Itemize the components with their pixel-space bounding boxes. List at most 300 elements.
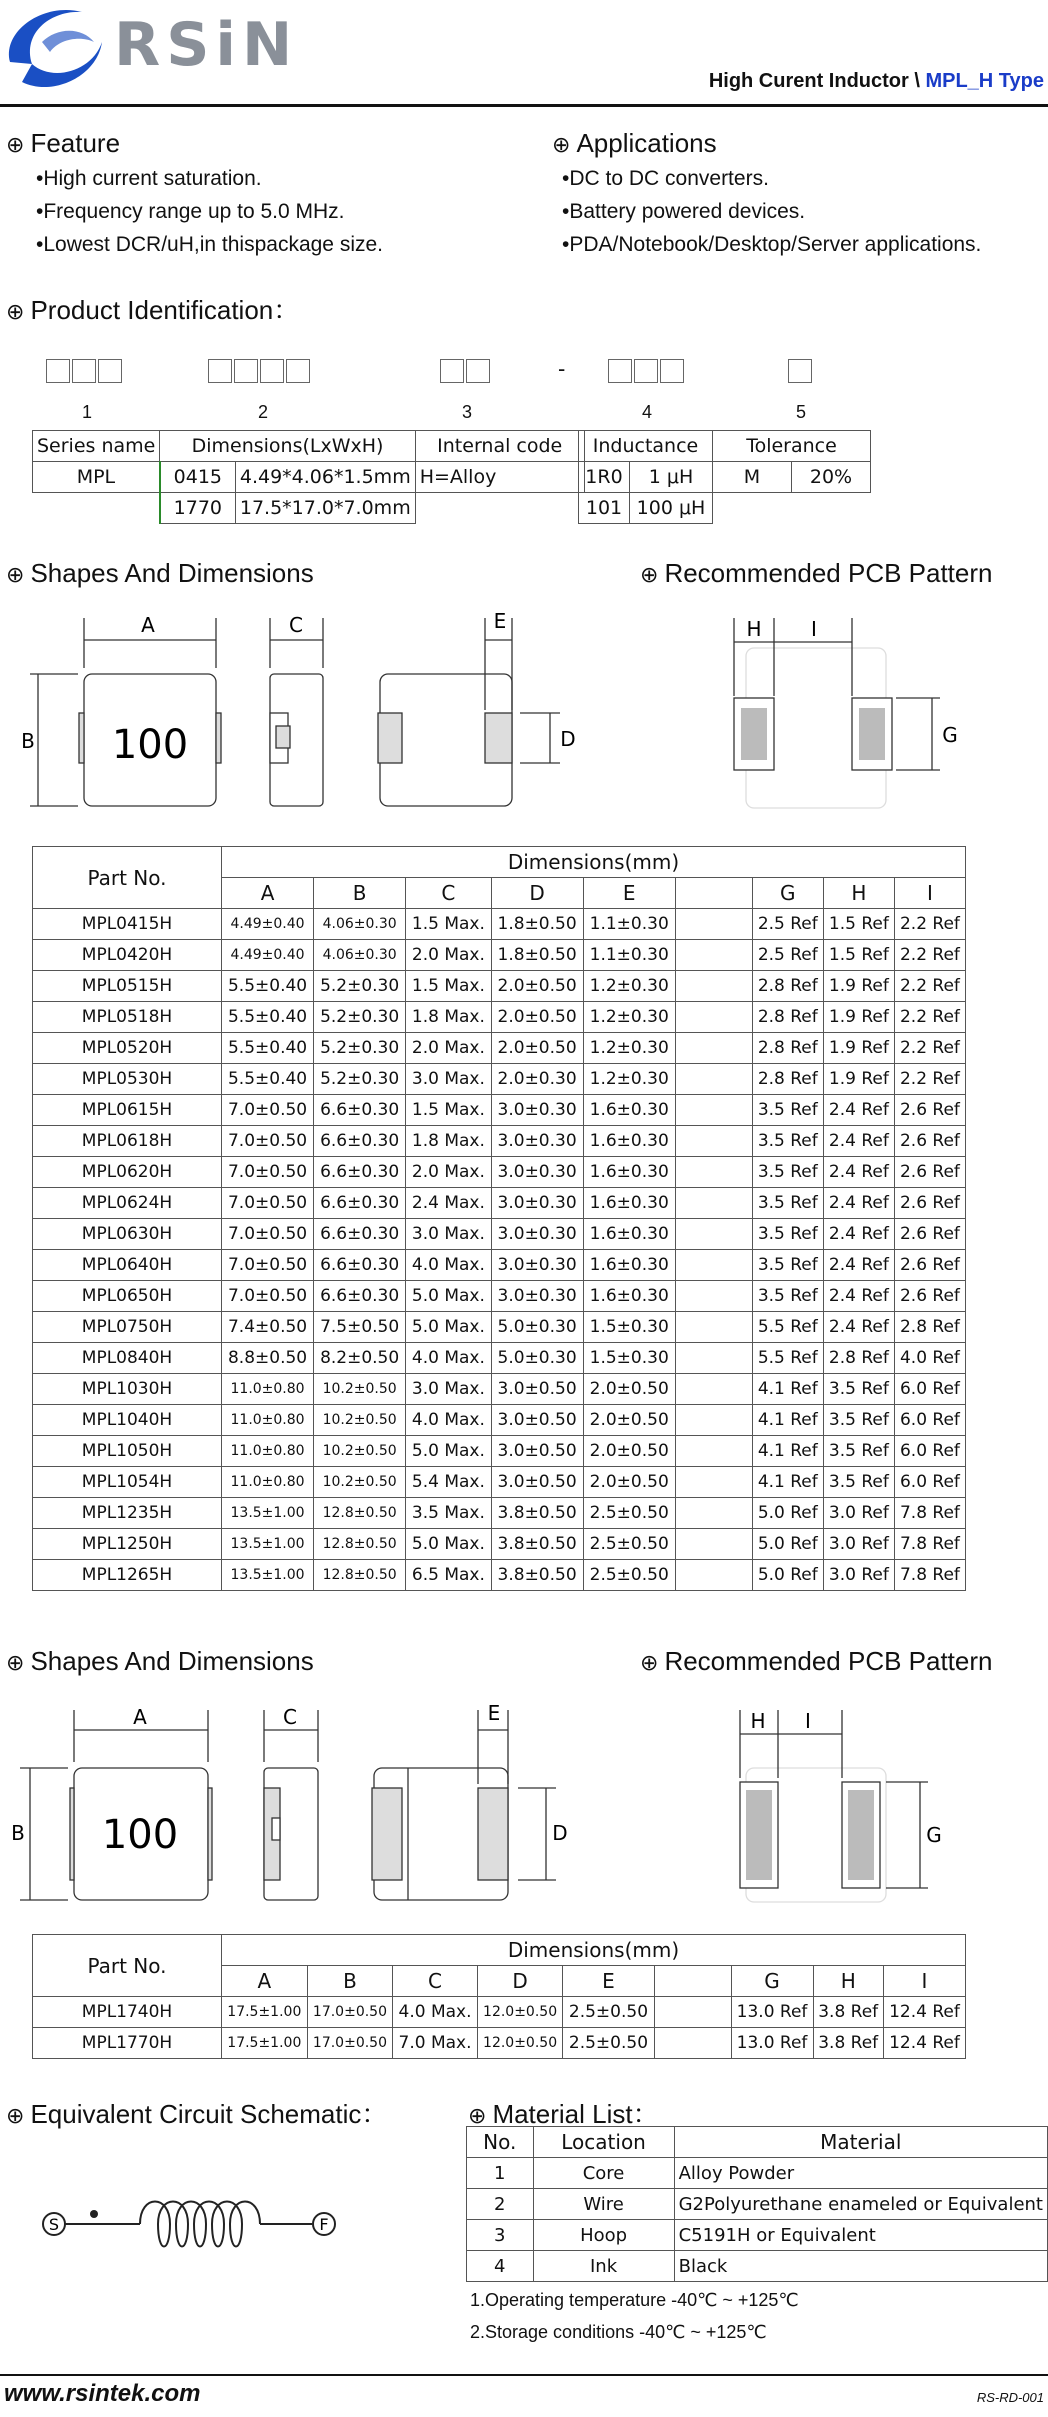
circuit-title: ⊕ Equivalent Circuit Schematic： — [6, 2099, 388, 2129]
dimension-cell: 5.5 Ref — [752, 1312, 823, 1343]
dimension-cell: 7.8 Ref — [894, 1498, 965, 1529]
material-cell: Black — [674, 2251, 1047, 2282]
dimension-cell: 12.4 Ref — [883, 2028, 965, 2059]
table-row — [33, 1250, 966, 1281]
table-row — [33, 1312, 966, 1343]
column-header: A — [222, 1966, 308, 1997]
table-row: MPL 0415 4.49*4.06*1.5mm H=Alloy — [33, 462, 585, 493]
dimension-cell: 2.6 Ref — [894, 1219, 965, 1250]
code-boxes-4 — [608, 359, 686, 388]
dimension-cell: 3.8±0.50 — [491, 1560, 583, 1591]
table-row — [467, 2158, 1048, 2189]
column-header: B — [307, 1966, 393, 1997]
part-number-cell: MPL0620H — [33, 1157, 222, 1188]
table-row — [33, 1405, 966, 1436]
circle-plus-icon: ⊕ — [6, 132, 25, 157]
column-header: C — [393, 1966, 477, 1997]
part-number-cell: MPL0515H — [33, 971, 222, 1002]
dimension-cell: 3.8 Ref — [813, 1997, 883, 2028]
table-row — [33, 1560, 966, 1591]
part-number-cell: MPL1265H — [33, 1560, 222, 1591]
dimension-cell: 6.6±0.30 — [314, 1250, 406, 1281]
dimension-cell — [675, 1281, 752, 1312]
dimension-cell: 11.0±0.80 — [222, 1436, 314, 1467]
material-cell: Ink — [533, 2251, 674, 2282]
dimension-cell: 2.5±0.50 — [583, 1529, 675, 1560]
code-boxes-5 — [788, 359, 814, 388]
dim-label-d: D — [560, 727, 576, 751]
dimension-cell: 3.5 Ref — [823, 1467, 894, 1498]
dimension-cell: 8.8±0.50 — [222, 1343, 314, 1374]
part-number-cell: MPL0640H — [33, 1250, 222, 1281]
part-number-cell: MPL0518H — [33, 1002, 222, 1033]
column-header: D — [491, 878, 583, 909]
dimension-cell: 2.6 Ref — [894, 1250, 965, 1281]
dimension-cell: 2.2 Ref — [894, 940, 965, 971]
part-no-header: Part No. — [33, 1935, 222, 1997]
dimension-cell: 3.0±0.30 — [491, 1126, 583, 1157]
table-header: Tolerance — [713, 431, 871, 462]
dimension-cell: 1.5 Max. — [406, 971, 491, 1002]
table-row — [33, 1374, 966, 1405]
dimension-cell: 3.0±0.30 — [491, 1157, 583, 1188]
column-header: I — [894, 878, 965, 909]
dimension-cell: 3.5 Ref — [752, 1126, 823, 1157]
dimension-cell: 3.5 Ref — [823, 1436, 894, 1467]
dimension-cell: 2.4 Ref — [823, 1126, 894, 1157]
dimension-cell: 5.2±0.30 — [314, 1033, 406, 1064]
circuit-schematic — [30, 2184, 350, 2264]
dimension-cell: 3.0±0.30 — [491, 1095, 583, 1126]
dimension-cell: 5.2±0.30 — [314, 1064, 406, 1095]
dimension-cell: 3.5 Ref — [752, 1219, 823, 1250]
dimensions-table-2 — [32, 1934, 966, 2059]
header-title-type: MPL_H Type — [919, 70, 1044, 92]
dimension-cell: 2.0±0.50 — [583, 1467, 675, 1498]
shapes-drawing-2 — [0, 1690, 1048, 1910]
dimension-cell: 2.4 Ref — [823, 1188, 894, 1219]
part-number-cell: MPL0624H — [33, 1188, 222, 1219]
dimension-cell: 2.0±0.50 — [583, 1436, 675, 1467]
dimension-cell: 2.2 Ref — [894, 909, 965, 940]
table-row — [33, 940, 966, 971]
dimension-cell: 2.0±0.50 — [491, 971, 583, 1002]
part-number-cell: MPL0618H — [33, 1126, 222, 1157]
dimension-cell — [675, 909, 752, 940]
column-header: I — [883, 1966, 965, 1997]
dimension-cell: 13.5±1.00 — [222, 1560, 314, 1591]
dimension-cell: 10.2±0.50 — [314, 1374, 406, 1405]
dimension-cell: 5.0 Max. — [406, 1281, 491, 1312]
header-title-main: High Curent Inductor \ — [708, 70, 920, 92]
dimension-cell: 2.5±0.50 — [563, 1997, 654, 2028]
table-row: 101 100 μH — [579, 493, 871, 524]
dimension-cell: 4.0 Max. — [406, 1343, 491, 1374]
dimension-cell: 13.5±1.00 — [222, 1529, 314, 1560]
dimension-cell: 3.5 Ref — [752, 1157, 823, 1188]
table-row — [33, 971, 966, 1002]
dimension-cell: 4.1 Ref — [752, 1436, 823, 1467]
pcb-title-2: ⊕ Recommended PCB Pattern — [640, 1646, 993, 1676]
note-storage: 2.Storage conditions -40℃ ~ +125℃ — [470, 2322, 767, 2342]
dim-label-a: A — [133, 1705, 147, 1729]
dim-label-g: G — [926, 1823, 942, 1847]
table-header: Material — [674, 2127, 1047, 2158]
part-no-header: Part No. — [33, 847, 222, 909]
dimension-cell: 5.2±0.30 — [314, 1002, 406, 1033]
material-cell: Core — [533, 2158, 674, 2189]
dimension-cell: 11.0±0.80 — [222, 1374, 314, 1405]
dimension-cell: 3.5 Ref — [752, 1095, 823, 1126]
dimension-cell: 1.6±0.30 — [583, 1095, 675, 1126]
dimension-cell: 3.5 Max. — [406, 1498, 491, 1529]
id-table-left — [32, 430, 585, 524]
dimension-cell: 17.0±0.50 — [307, 1997, 393, 2028]
material-cell: G2Polyurethane enameled or Equivalent — [674, 2189, 1047, 2220]
dimension-cell: 6.0 Ref — [894, 1436, 965, 1467]
table-row — [33, 1095, 966, 1126]
dimension-cell: 1.5 Ref — [823, 940, 894, 971]
dimension-cell: 13.5±1.00 — [222, 1498, 314, 1529]
dimension-cell: 12.8±0.50 — [314, 1560, 406, 1591]
column-header: G — [731, 1966, 813, 1997]
table-row — [33, 1064, 966, 1095]
table-row — [33, 1343, 966, 1374]
dimension-cell: 2.2 Ref — [894, 1033, 965, 1064]
table-row — [33, 1467, 966, 1498]
dimension-cell — [675, 1002, 752, 1033]
dimension-cell: 2.0±0.50 — [491, 1002, 583, 1033]
dimension-cell: 2.6 Ref — [894, 1095, 965, 1126]
dimension-cell — [675, 971, 752, 1002]
dimension-cell — [675, 1095, 752, 1126]
dimension-cell — [675, 1498, 752, 1529]
note-operating-temp: 1.Operating temperature -40℃ ~ +125℃ — [470, 2290, 799, 2310]
dimension-cell: 5.5±0.40 — [222, 1002, 314, 1033]
dimension-cell: 2.5±0.50 — [583, 1560, 675, 1591]
dim-label-h: H — [750, 1709, 766, 1733]
dimension-cell: 1.6±0.30 — [583, 1250, 675, 1281]
column-header: E — [563, 1966, 654, 1997]
shapes-drawing-1 — [0, 598, 1048, 818]
dimension-cell: 2.0±0.30 — [491, 1064, 583, 1095]
dim-label-b: B — [11, 1821, 25, 1845]
table-header: Internal code — [415, 431, 584, 462]
dimension-cell: 5.0 Max. — [406, 1436, 491, 1467]
list-item: •Lowest DCR/uH,in thispackage size. — [36, 233, 384, 256]
dimension-cell: 3.5 Ref — [823, 1374, 894, 1405]
dimension-cell: 3.0±0.30 — [491, 1188, 583, 1219]
dimension-cell: 2.0 Max. — [406, 1033, 491, 1064]
dimension-cell: 3.5 Ref — [752, 1250, 823, 1281]
dimension-cell: 3.0 Max. — [406, 1374, 491, 1405]
part-number-cell: MPL1250H — [33, 1529, 222, 1560]
circle-plus-icon: ⊕ — [6, 1650, 25, 1675]
dimension-cell — [654, 1997, 731, 2028]
dimension-cell: 5.0 Ref — [752, 1498, 823, 1529]
material-cell: 4 — [467, 2251, 534, 2282]
dimension-cell: 1.1±0.30 — [583, 940, 675, 971]
dimension-cell: 3.0 Ref — [823, 1560, 894, 1591]
dimension-cell: 3.5 Ref — [752, 1281, 823, 1312]
column-header: A — [222, 878, 314, 909]
dimension-cell: 7.8 Ref — [894, 1529, 965, 1560]
table-row — [467, 2251, 1048, 2282]
terminal-finish-label: F — [319, 2215, 329, 2234]
pcb-title-1: ⊕ Recommended PCB Pattern — [640, 558, 993, 588]
polarity-dot-icon — [90, 2210, 98, 2218]
dimension-cell: 3.5 Ref — [752, 1188, 823, 1219]
logo — [2, 2, 302, 98]
column-header: C — [406, 878, 491, 909]
dimension-cell: 1.5 Max. — [406, 909, 491, 940]
column-header: H — [813, 1966, 883, 1997]
dimension-cell: 12.0±0.50 — [477, 2028, 563, 2059]
dimension-cell: 6.6±0.30 — [314, 1095, 406, 1126]
dimension-cell: 3.0 Max. — [406, 1219, 491, 1250]
dim-label-h: H — [746, 617, 762, 641]
dimension-cell: 5.4 Max. — [406, 1467, 491, 1498]
dimension-cell: 1.1±0.30 — [583, 909, 675, 940]
dimension-cell: 17.5±1.00 — [222, 1997, 308, 2028]
table-row — [33, 1498, 966, 1529]
dimension-cell: 5.0 Max. — [406, 1529, 491, 1560]
dimension-cell: 12.8±0.50 — [314, 1529, 406, 1560]
part-number-cell: MPL1050H — [33, 1436, 222, 1467]
dimension-cell: 2.0 Max. — [406, 940, 491, 971]
list-item: •DC to DC converters. — [562, 167, 769, 190]
part-number-cell: MPL1740H — [33, 1997, 222, 2028]
dimension-cell: 3.8±0.50 — [491, 1529, 583, 1560]
part-number-cell: MPL0420H — [33, 940, 222, 971]
dimension-cell: 5.0 Max. — [406, 1312, 491, 1343]
dimension-cell: 6.6±0.30 — [314, 1126, 406, 1157]
dimension-cell: 2.5 Ref — [752, 940, 823, 971]
table-row: 1R0 1 μH M 20% — [579, 462, 871, 493]
dimension-cell: 10.2±0.50 — [314, 1405, 406, 1436]
column-header: G — [752, 878, 823, 909]
material-table — [466, 2126, 1048, 2282]
table-header: Dimensions(LxWxH) — [160, 431, 415, 462]
dimension-cell: 2.4 Ref — [823, 1157, 894, 1188]
dimension-cell: 1.8±0.50 — [491, 940, 583, 971]
table-row — [33, 1188, 966, 1219]
table-row — [467, 2220, 1048, 2251]
dimension-cell — [675, 1064, 752, 1095]
dimension-cell: 4.0 Ref — [894, 1343, 965, 1374]
code-boxes-1 — [46, 359, 124, 388]
dimension-cell: 5.0 Ref — [752, 1529, 823, 1560]
table-row — [33, 2028, 966, 2059]
list-item: •High current saturation. — [36, 167, 262, 190]
shapes-title-2: ⊕ Shapes And Dimensions — [6, 1646, 314, 1676]
dim-label-c: C — [289, 613, 303, 637]
dimension-cell: 2.4 Ref — [823, 1095, 894, 1126]
circle-plus-icon: ⊕ — [552, 132, 571, 157]
marking-text: 100 — [101, 1812, 179, 1858]
dimension-cell: 2.4 Ref — [823, 1219, 894, 1250]
dimension-cell: 1.5 Max. — [406, 1095, 491, 1126]
dimension-cell: 7.0±0.50 — [222, 1126, 314, 1157]
dimension-cell: 2.2 Ref — [894, 971, 965, 1002]
dimension-cell — [675, 1126, 752, 1157]
material-cell: C5191H or Equivalent — [674, 2220, 1047, 2251]
part-number-cell: MPL0530H — [33, 1064, 222, 1095]
dimension-cell: 3.0±0.30 — [491, 1281, 583, 1312]
dimension-cell: 1.6±0.30 — [583, 1157, 675, 1188]
dim-label-e: E — [493, 609, 507, 633]
dim-label-i: I — [811, 617, 817, 641]
circle-plus-icon: ⊕ — [6, 299, 25, 324]
dimension-cell: 3.0±0.50 — [491, 1467, 583, 1498]
circle-plus-icon: ⊕ — [6, 562, 25, 587]
dimension-cell: 3.8 Ref — [813, 2028, 883, 2059]
dimension-cell: 4.06±0.30 — [314, 940, 406, 971]
dimension-cell: 13.0 Ref — [731, 1997, 813, 2028]
column-header — [654, 1966, 731, 1997]
dimension-cell — [675, 1436, 752, 1467]
product-id-title: ⊕ Product Identification： — [6, 295, 300, 325]
dimension-cell: 2.6 Ref — [894, 1188, 965, 1219]
dimension-cell: 3.0 Ref — [823, 1498, 894, 1529]
material-cell: 1 — [467, 2158, 534, 2189]
code-number-1: 1 — [81, 402, 92, 422]
dimension-cell: 4.0 Max. — [406, 1250, 491, 1281]
material-cell: 2 — [467, 2189, 534, 2220]
dimension-cell: 2.8 Ref — [752, 971, 823, 1002]
dimension-cell — [654, 2028, 731, 2059]
dim-label-g: G — [942, 723, 958, 747]
dimension-cell: 1.5±0.30 — [583, 1312, 675, 1343]
material-cell: Wire — [533, 2189, 674, 2220]
table-row — [33, 1997, 966, 2028]
dimension-cell: 2.8 Ref — [894, 1312, 965, 1343]
dimension-cell: 1.9 Ref — [823, 971, 894, 1002]
list-item: •Battery powered devices. — [562, 200, 806, 223]
dimension-cell — [675, 1033, 752, 1064]
material-cell: 3 — [467, 2220, 534, 2251]
dimension-cell: 7.5±0.50 — [314, 1312, 406, 1343]
circle-plus-icon: ⊕ — [640, 1650, 659, 1675]
dimension-cell: 7.0±0.50 — [222, 1250, 314, 1281]
terminal-start-label: S — [48, 2215, 60, 2234]
table-row — [33, 1033, 966, 1064]
dimension-cell: 1.6±0.30 — [583, 1281, 675, 1312]
dimension-cell: 1.5±0.30 — [583, 1343, 675, 1374]
dimension-cell: 2.0±0.50 — [583, 1405, 675, 1436]
circle-plus-icon: ⊕ — [640, 562, 659, 587]
dimension-cell: 7.0±0.50 — [222, 1095, 314, 1126]
dimension-cell: 1.2±0.30 — [583, 971, 675, 1002]
website-link[interactable]: www.rsintek.com — [4, 2380, 201, 2407]
dimension-cell: 1.9 Ref — [823, 1064, 894, 1095]
dimension-cell: 2.4 Ref — [823, 1281, 894, 1312]
dimension-cell: 2.8 Ref — [752, 1002, 823, 1033]
code-boxes-2 — [208, 359, 312, 388]
part-number-cell: MPL0750H — [33, 1312, 222, 1343]
dimension-cell: 5.5±0.40 — [222, 1064, 314, 1095]
column-header: D — [477, 1966, 563, 1997]
code-number-4: 4 — [641, 402, 652, 422]
dimension-cell: 6.0 Ref — [894, 1405, 965, 1436]
feature-title: ⊕ Feature — [6, 128, 121, 158]
dimension-cell: 4.0 Max. — [393, 1997, 477, 2028]
dimension-cell: 2.8 Ref — [752, 1064, 823, 1095]
feature-list — [36, 162, 383, 261]
dimension-cell: 3.8±0.50 — [491, 1498, 583, 1529]
table-row — [33, 1281, 966, 1312]
dimension-cell: 13.0 Ref — [731, 2028, 813, 2059]
dimensions-header: Dimensions(mm) — [222, 847, 966, 878]
dimension-cell: 2.4 Ref — [823, 1250, 894, 1281]
part-number-cell: MPL1030H — [33, 1374, 222, 1405]
list-item: •Frequency range up to 5.0 MHz. — [36, 200, 345, 223]
applications-list — [562, 162, 981, 261]
dimensions-table-1 — [32, 846, 966, 1591]
dimension-cell: 3.5 Ref — [823, 1405, 894, 1436]
dimension-cell: 2.5±0.50 — [563, 2028, 654, 2059]
dimension-cell: 2.8 Ref — [752, 1033, 823, 1064]
doc-code: RS-RD-001 — [976, 2390, 1044, 2405]
dimension-cell — [675, 1405, 752, 1436]
part-number-cell: MPL0615H — [33, 1095, 222, 1126]
dimension-cell: 7.0±0.50 — [222, 1188, 314, 1219]
column-header: B — [314, 878, 406, 909]
dimension-cell: 5.0±0.30 — [491, 1312, 583, 1343]
dimension-cell: 1.8 Max. — [406, 1002, 491, 1033]
dimension-cell: 3.0 Ref — [823, 1529, 894, 1560]
dimension-cell: 1.2±0.30 — [583, 1033, 675, 1064]
dimension-cell: 2.5 Ref — [752, 909, 823, 940]
shapes-title-1: ⊕ Shapes And Dimensions — [6, 558, 314, 588]
marking-text: 100 — [111, 722, 189, 768]
dimension-cell: 2.6 Ref — [894, 1157, 965, 1188]
dimension-cell: 7.8 Ref — [894, 1560, 965, 1591]
dimension-cell: 1.9 Ref — [823, 1002, 894, 1033]
dimension-cell: 3.0±0.50 — [491, 1436, 583, 1467]
dim-label-a: A — [141, 613, 155, 637]
dimension-cell: 3.0±0.30 — [491, 1219, 583, 1250]
dimension-cell: 12.0±0.50 — [477, 1997, 563, 2028]
header-title — [709, 70, 1044, 93]
dimensions-header: Dimensions(mm) — [222, 1935, 966, 1966]
dimension-cell: 2.5±0.50 — [583, 1498, 675, 1529]
dimension-cell: 10.2±0.50 — [314, 1436, 406, 1467]
table-row — [33, 1219, 966, 1250]
dimension-cell — [675, 940, 752, 971]
dimension-cell: 6.6±0.30 — [314, 1157, 406, 1188]
part-number-cell: MPL0520H — [33, 1033, 222, 1064]
dimension-cell: 2.2 Ref — [894, 1002, 965, 1033]
dimension-cell: 1.6±0.30 — [583, 1126, 675, 1157]
table-row — [33, 1157, 966, 1188]
dimension-cell: 2.0±0.50 — [583, 1374, 675, 1405]
dimension-cell — [675, 1374, 752, 1405]
dimension-cell: 17.0±0.50 — [307, 2028, 393, 2059]
table-row — [33, 1002, 966, 1033]
dimension-cell: 7.0±0.50 — [222, 1157, 314, 1188]
table-header: Series name — [33, 431, 160, 462]
dimension-cell: 4.49±0.40 — [222, 940, 314, 971]
dimension-cell: 1.8±0.50 — [491, 909, 583, 940]
dimension-cell: 2.4 Max. — [406, 1188, 491, 1219]
part-number-cell: MPL1770H — [33, 2028, 222, 2059]
dimension-cell — [675, 1250, 752, 1281]
part-number-cell: MPL1040H — [33, 1405, 222, 1436]
dimension-cell: 5.5±0.40 — [222, 1033, 314, 1064]
dimension-cell: 1.6±0.30 — [583, 1188, 675, 1219]
dimension-cell: 12.8±0.50 — [314, 1498, 406, 1529]
